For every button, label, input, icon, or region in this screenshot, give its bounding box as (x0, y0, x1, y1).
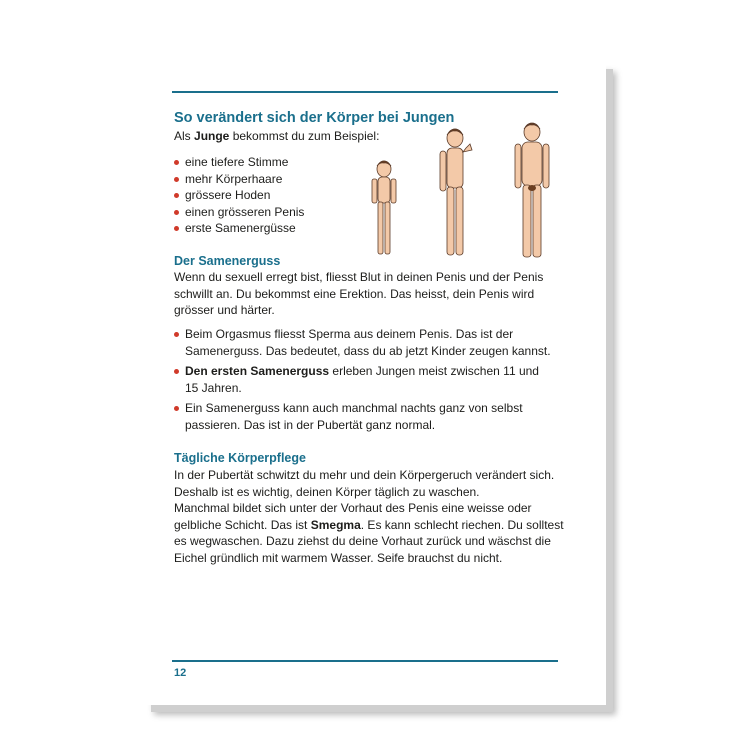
list-item: Ein Samenerguss kann auch manchmal nachts ganz von selbst passieren. Das ist in der Pubertät ganz normal. (174, 400, 551, 433)
ejaculation-paragraph: Wenn du sexuell erregt bist, fliesst Blut in deinen Penis und der Penis schwillt an. Du bekommst eine Erektion. Das heisst, dein Penis wird grösser und härter. (174, 270, 544, 318)
hygiene-paragraph: In der Pubertät schwitzt du mehr und dein Körpergeruch verändert sich. Deshalb ist es wichtig, deinen Körper täglich zu waschen. Manchmal bildet sich unter der Vorhaut des Penis eine weisse oder gelbliche Schicht. Das ist Smegma. Es kann schlecht riechen. Du solltest es wegwaschen. Dazu ziehst du deine Vorhaut zurück und wäschst die Eichel gründlich mit warmem Wasser. Seife brauchst du nicht. (174, 468, 564, 565)
hygiene-heading: Tägliche Körperpflege (174, 451, 306, 465)
list-item: mehr Körperhaare (174, 171, 304, 188)
list-item: grössere Hoden (174, 187, 304, 204)
page-number: 12 (174, 667, 187, 679)
child-figure (372, 161, 396, 254)
bottom-divider (172, 660, 558, 662)
document-page (144, 62, 606, 705)
list-item: eine tiefere Stimme (174, 154, 304, 171)
intro-text: Als Junge bekommst du zum Beispiel: (174, 129, 380, 143)
ejaculation-heading: Der Samenerguss (174, 254, 281, 268)
body-changes-list (174, 154, 304, 237)
adult-figure (515, 123, 549, 257)
section-heading: So verändert sich der Körper bei Jungen (174, 110, 455, 126)
list-item: erste Samenergüsse (174, 220, 304, 237)
teen-figure (440, 129, 472, 255)
list-item: Beim Orgasmus fliesst Sperma aus deinem Penis. Das ist der Samenerguss. Das bedeutet, dass du ab jetzt Kinder zeugen kannst. (174, 326, 551, 359)
list-item: einen grösseren Penis (174, 204, 304, 221)
ejaculation-facts-list (174, 326, 551, 438)
list-item: Den ersten Samenerguss erleben Jungen meist zwischen 11 und 15 Jahren. (174, 363, 551, 396)
top-divider (172, 91, 558, 93)
puberty-stages-illustration (366, 120, 556, 262)
